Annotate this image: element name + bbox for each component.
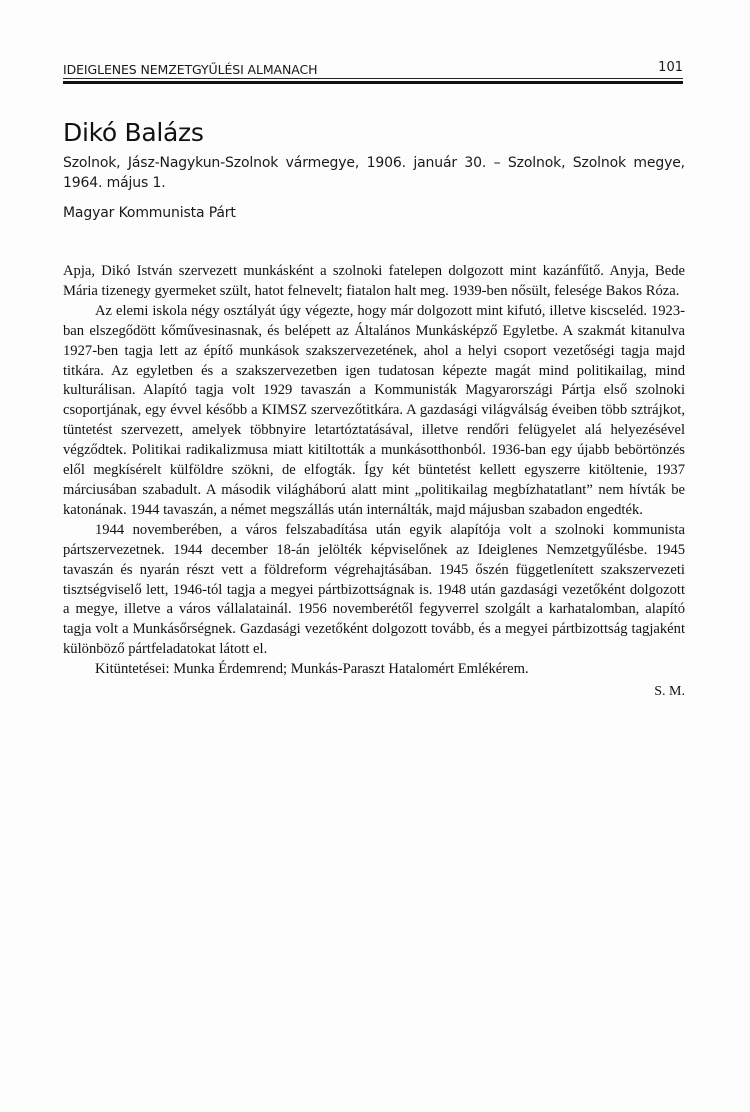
entry-name: Dikó Balázs — [63, 118, 204, 147]
entry-party: Magyar Kommunista Párt — [63, 205, 236, 221]
running-header — [63, 60, 683, 80]
header-rule-thin — [63, 78, 683, 79]
paragraph-family: Apja, Dikó István szervezett munkásként a szolnoki fatelepen dolgozott mint kazánfűtő. Anyja, Bede Mária tizenegy gyermeket szült, hatot felnevelt; fiatalon halt meg. 1939-ben nősült, felesége Bakos Róza. — [63, 263, 685, 299]
running-header-title: IDEIGLENES NEMZETGYŰLÉSI ALMANACH — [63, 62, 318, 77]
entry-birth-death: Szolnok, Jász-Nagykun-Szolnok vármegye, 1906. január 30. – Szolnok, Szolnok megye, 1964. május 1. — [63, 155, 685, 191]
entry-body — [63, 262, 685, 680]
paragraph-awards: Kitüntetései: Munka Érdemrend; Munkás-Paraszt Hatalomért Emlékérem. — [95, 661, 529, 678]
paragraph-early-life: Az elemi iskola négy osztályát úgy végezte, hogy már dolgozott mint kifutó, illetve kiscseléd. 1923-ban elszegődött kőművesinasnak, és belépett az Általános Munkásképző Egyletbe. A szakmát kitanulva 1927-ben tagja lett az építő munkások szakszervezetének, ahol a helyi csoport vezetőségi tagja majd titkára. Az egyletben és a szakszervezetben igen tudatosan képezte magát mind politikailag, mind kulturálisan. Alapító tagja volt 1929 tavaszán a Kommunisták Magyarországi Pártja első szolnoki csoportjának, egy évvel később a KIMSZ szervezőtitkára. A gazdasági világválság éveiben több sztrájkot, tüntetést szervezett, amelyek többnyire letartóztatásával, illetve rendőri felügyelet alá helyezésével végződtek. Politikai radikalizmusa miatt kitiltották a munkásotthonból. 1936-ban egy újabb bebörtönzés elől megkísérelt külföldre szökni, de elfogták. Így két büntetést kellett egyszerre kitöltenie, 1937 márciusában szabadult. A második világháború alatt mint „politikailag megbízhatatlant” nem hívták be katonának. 1944 tavaszán, a német megszállás után internálták, majd májusban szabadon engedték. — [63, 302, 685, 518]
page-number: 101 — [658, 60, 683, 75]
author-signature: S. M. — [654, 684, 685, 699]
header-rule-thick — [63, 81, 683, 84]
paragraph-post-war: 1944 novemberében, a város felszabadítása után egyik alapítója volt a szolnoki kommunista pártszervezetnek. 1944 december 18-án jelölték képviselőnek az Ideiglenes Nemzetgyűlésbe. 1945 tavaszán és nyarán részt vett a földreform végrehajtásában. 1945 őszén függetlenített szakszervezeti tisztségviselő lett, 1946-tól tagja a megyei pártbizottságnak is. 1948 után gazdasági vezetőként dolgozott a megye, illetve a város vállalatainál. 1956 novemberétől fegyverrel szolgált a karhatalomban, alapító tagja volt a Munkásőrségnek. Gazdasági vezetőként dolgozott tovább, és a megyei pártbizottság tagjaként különböző pártfeladatokat látott el. — [63, 521, 685, 658]
